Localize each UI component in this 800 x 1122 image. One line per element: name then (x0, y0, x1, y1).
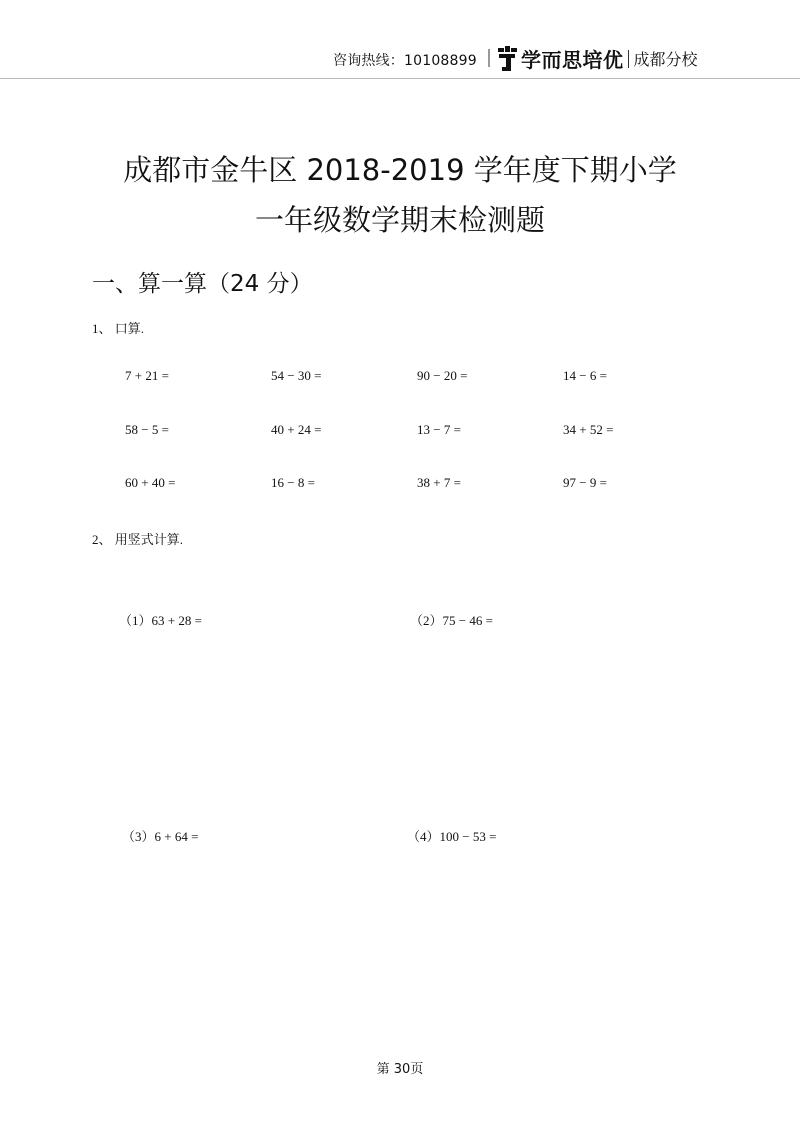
page-header (0, 44, 800, 74)
brand-logo-icon (496, 46, 518, 72)
oral-calc-item: 38 + 7 = (417, 475, 461, 490)
brand-name: 学而思培优 (521, 48, 624, 72)
oral-calc-item: 60 + 40 = (125, 475, 176, 490)
oral-calc-item: 14 − 6 = (563, 368, 607, 383)
vertical-calc-item: （4）100 − 53 = (407, 829, 497, 844)
branch-name: 成都分校 (633, 50, 698, 69)
oral-calc-item: 13 − 7 = (417, 422, 461, 437)
oral-calc-item: 34 + 52 = (563, 422, 614, 437)
brand-logo (496, 44, 698, 73)
vertical-calc-item: （2）75 − 46 = (410, 613, 493, 628)
oral-calc-item: 54 − 30 = (271, 368, 322, 383)
header-rule (0, 78, 800, 79)
hotline-text: 咨询热线：10108899 (333, 53, 477, 69)
oral-calc-item: 58 − 5 = (125, 422, 169, 437)
oral-calc-item: 16 − 8 = (271, 475, 315, 490)
vertical-calc-item: （1）63 + 28 = (119, 613, 202, 628)
oral-calc-item: 40 + 24 = (271, 422, 322, 437)
header-divider (488, 49, 490, 67)
brand-separator (628, 50, 629, 68)
question-2-label: 2、 用竖式计算. (92, 532, 184, 547)
page-number: 第 30页 (376, 1062, 424, 1077)
oral-calc-item: 90 − 20 = (417, 368, 468, 383)
exam-title-line1: 成都市金牛区 2018-2019 学年度下期小学 (123, 153, 677, 187)
exam-title-line2: 一年级数学期末检测题 (254, 203, 545, 237)
oral-calc-item: 97 − 9 = (563, 475, 607, 490)
oral-calc-item: 7 + 21 = (125, 368, 169, 383)
question-1-label: 1、 口算. (92, 321, 145, 336)
section-heading: 一、算一算（24 分） (92, 271, 313, 297)
vertical-calc-item: （3）6 + 64 = (122, 829, 199, 844)
